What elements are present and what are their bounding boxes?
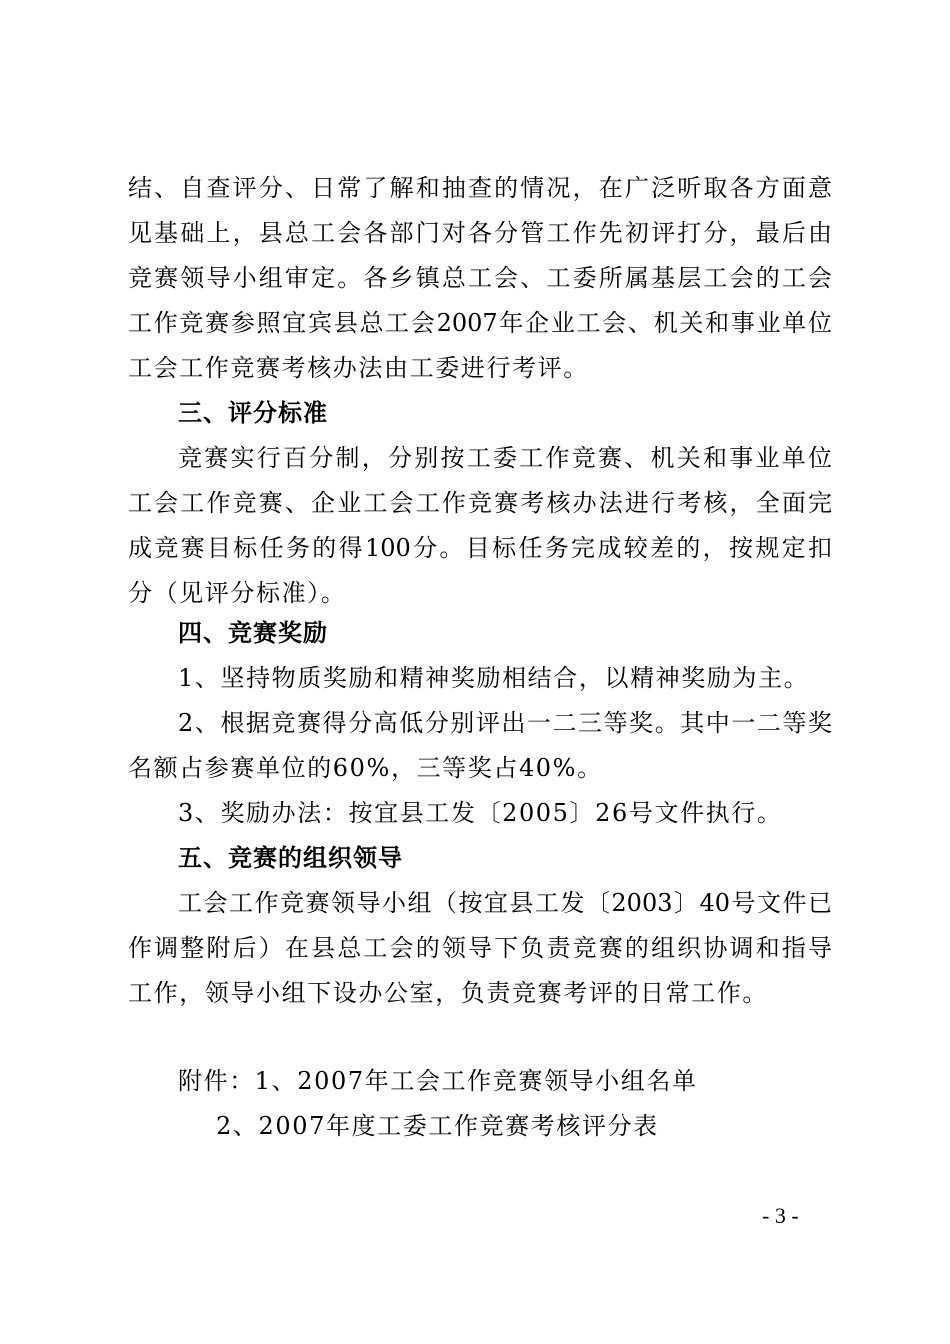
section-heading-organization: 五、竞赛的组织领导 [178, 844, 403, 872]
list-item: 3、奖励办法：按宜县工发〔2005〕26号文件执行。 [178, 799, 783, 827]
paragraph-line: 成竞赛目标任务的得100分。目标任务完成较差的，按规定扣 [128, 534, 832, 562]
paragraph-line: 工会工作竞赛、企业工会工作竞赛考核办法进行考核，全面完 [128, 489, 832, 517]
section-heading-scoring: 三、评分标准 [178, 399, 328, 427]
paragraph-line: 分（见评分标准）。 [128, 579, 347, 607]
paragraph-line: 工作，领导小组下设办公室，负责竞赛考评的日常工作。 [128, 979, 768, 1007]
paragraph-line: 结、自查评分、日常了解和抽查的情况，在广泛听取各方面意 [128, 174, 832, 202]
paragraph-line: 工会工作竞赛考核办法由工委进行考评。 [128, 354, 589, 382]
paragraph-line: 见基础上，县总工会各部门对各分管工作先初评打分，最后由 [128, 219, 832, 247]
paragraph-line: 作调整附后）在县总工会的领导下负责竞赛的组织协调和指导 [128, 934, 832, 962]
list-item: 1、坚持物质奖励和精神奖励相结合，以精神奖励为主。 [178, 664, 810, 692]
list-item-continued: 名额占参赛单位的60%，三等奖占40%。 [128, 754, 603, 782]
paragraph-line: 竞赛领导小组审定。各乡镇总工会、工委所属基层工会的工会 [128, 264, 832, 292]
paragraph-line: 工会工作竞赛领导小组（按宜县工发〔2003〕40号文件已 [178, 889, 832, 917]
page-number: - 3 - [762, 1203, 799, 1228]
section-heading-awards: 四、竞赛奖励 [178, 619, 328, 647]
paragraph-line: 竞赛实行百分制，分别按工委工作竞赛、机关和事业单位 [178, 444, 832, 472]
paragraph-line: 工作竞赛参照宜宾县总工会2007年企业工会、机关和事业单位 [128, 309, 832, 337]
list-item: 2、根据竞赛得分高低分别评出一二三等奖。其中一二等奖 [178, 709, 832, 737]
attachment-line-2: 2、2007年度工委工作竞赛考核评分表 [216, 1112, 659, 1140]
attachment-line-1: 附件：1、2007年工会工作竞赛领导小组名单 [178, 1067, 698, 1095]
